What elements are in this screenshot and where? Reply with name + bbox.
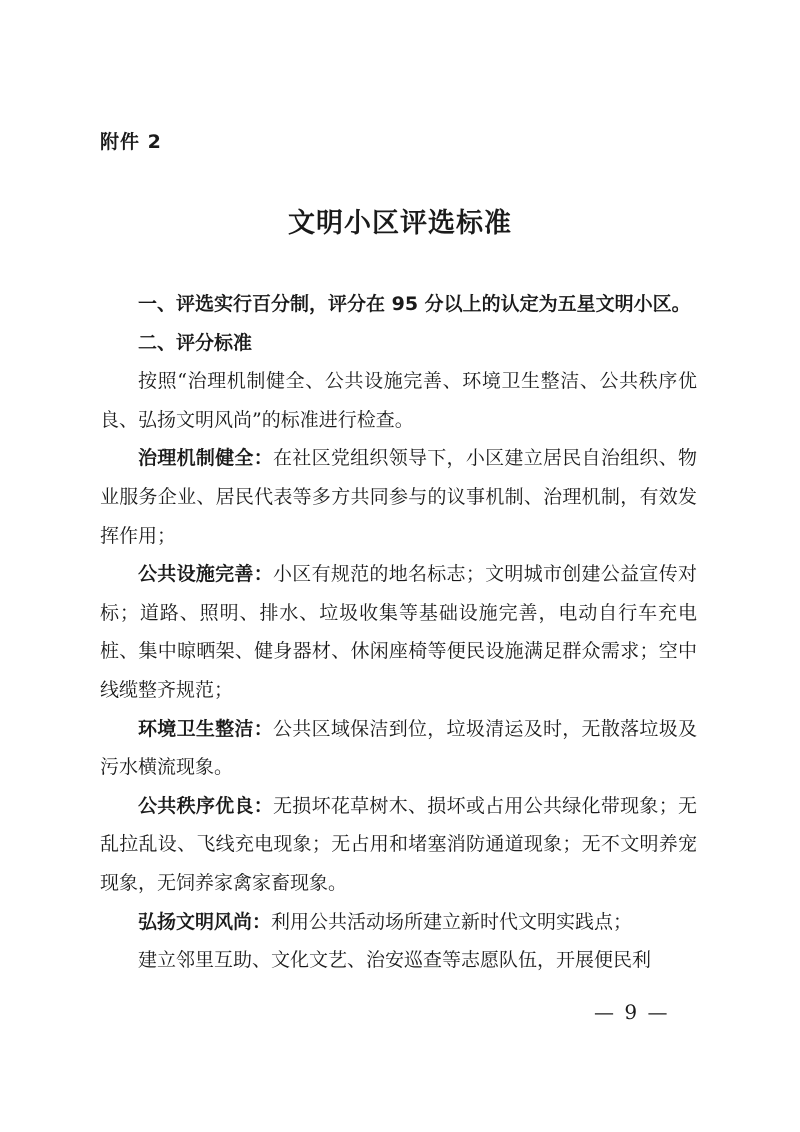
criterion-paragraph <box>100 439 697 555</box>
attachment-label: 附件 2 <box>100 131 162 153</box>
document-title: 文明小区评选标准 <box>288 208 512 239</box>
page-number: — 9 — <box>594 1000 670 1024</box>
criterion-text: 小区有规范的地名标志；文明城市创建公益宣传对标；道路、照明、排水、垃圾收集等基础设施完善，电动自行车充电桩、集中晾晒架、健身器材、休闲座椅等便民设施满足群众需求；空中线缆整齐规范； <box>100 563 697 701</box>
criterion-label: 公共设施完善： <box>138 563 273 586</box>
criterion-label: 弘扬文明风尚： <box>138 910 272 933</box>
section-2-heading: 二、评分标准 <box>138 331 253 354</box>
continuation-paragraph: 建立邻里互助、文化文艺、治安巡查等志愿队伍，开展便民利 <box>138 949 652 972</box>
criterion-paragraph <box>100 903 697 942</box>
section-1-paragraph: 一、评选实行百分制，评分在 95 分以上的认定为五星文明小区。 <box>138 293 691 315</box>
criterion-paragraph <box>100 555 697 709</box>
criterion-paragraph <box>100 710 697 787</box>
criterion-label: 公共秩序优良： <box>138 794 273 817</box>
criterion-paragraph <box>100 787 697 903</box>
document-body <box>100 285 697 980</box>
criterion-text: 在社区党组织领导下，小区建立居民自治组织、物业服务企业、居民代表等多方共同参与的议事机制、治理机制，有效发挥作用； <box>100 447 697 547</box>
criterion-label: 治理机制健全： <box>138 447 273 470</box>
criterion-label: 环境卫生整洁： <box>138 717 273 740</box>
criterion-text: 利用公共活动场所建立新时代文明实践点； <box>271 910 633 933</box>
criterion-text: 公共区域保洁到位，垃圾清运及时，无散落垃圾及污水横流现象。 <box>100 717 697 779</box>
intro-paragraph: 按照“治理机制健全、公共设施完善、环境卫生整洁、公共秩序优良、弘扬文明风尚”的标准进行检查。 <box>100 370 697 431</box>
criterion-text: 无损坏花草树木、损坏或占用公共绿化带现象；无乱拉乱设、飞线充电现象；无占用和堵塞消防通道现象；无不文明养宠现象，无饲养家禽家畜现象。 <box>100 794 697 894</box>
